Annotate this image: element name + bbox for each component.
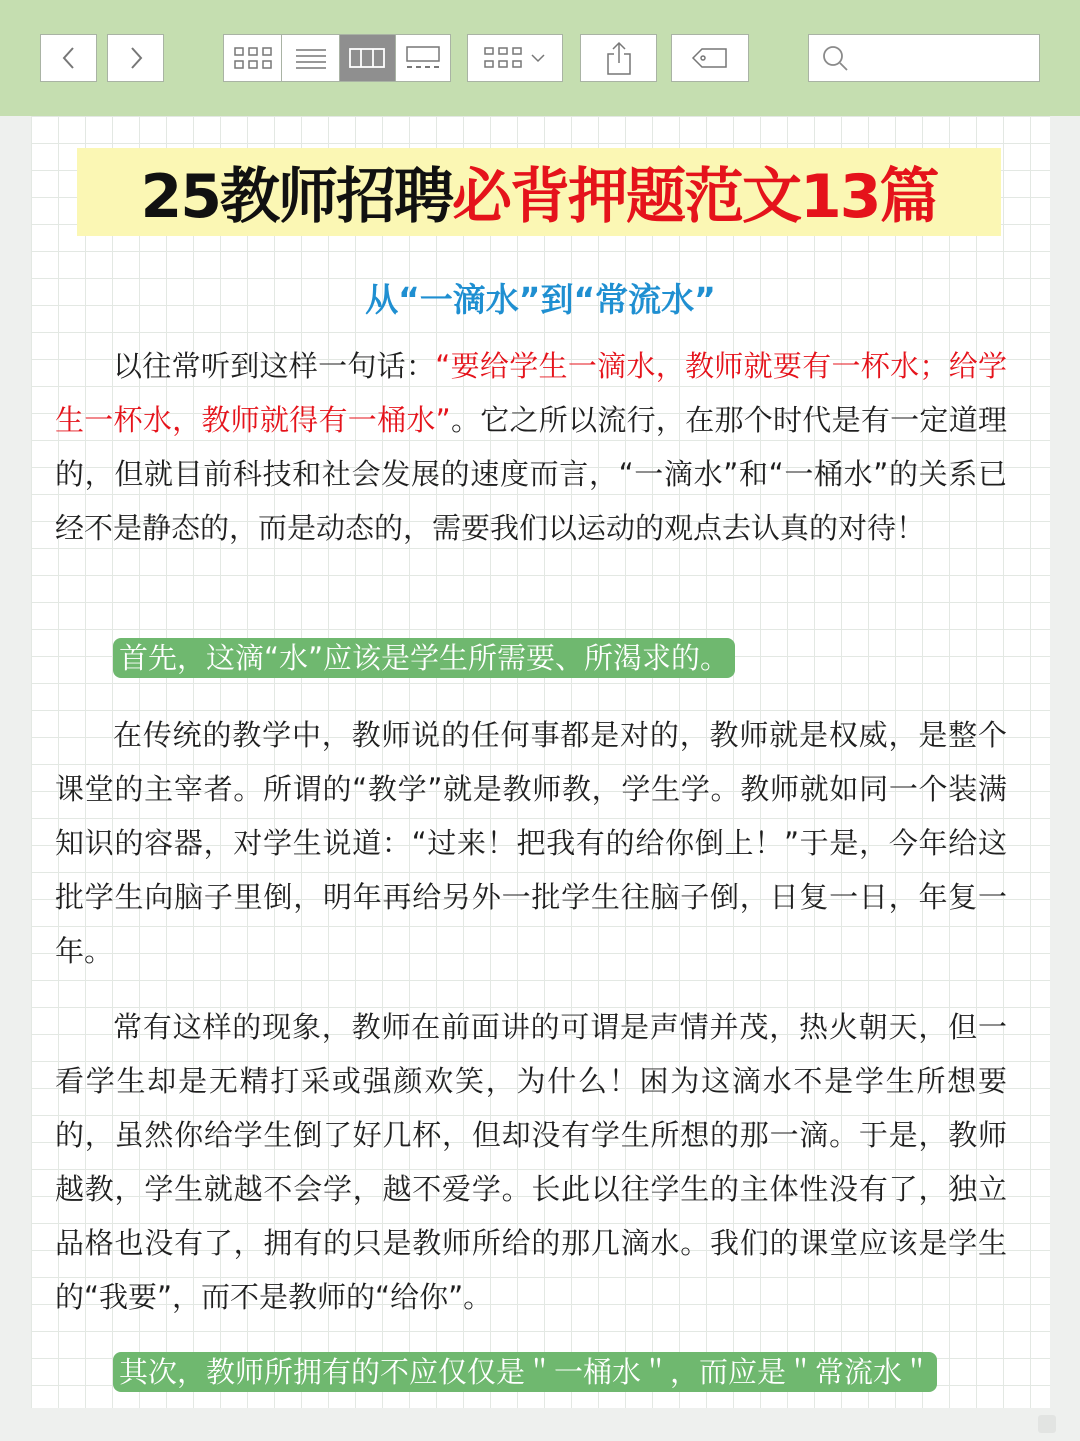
- title-black-part: 25教师招聘: [140, 162, 452, 232]
- grid-view-icon: [233, 45, 273, 71]
- article-subtitle: 从“一滴水”到“常流水”: [365, 280, 716, 319]
- chevron-down-icon: [529, 51, 547, 65]
- group-icon: [483, 45, 523, 71]
- view-list-button[interactable]: [282, 35, 340, 81]
- intro-rest: 。它之所以流行，在那个时代是有一定道理的，但就目前科技和社会发展的速度而言，“一滴水”和“一桶水”的关系已经不是静态的，而是动态的，需要我们以运动的观点去认真的对待！: [55, 403, 1007, 545]
- highlight-point-1: 首先，这滴“水”应该是学生所需要、所渴求的。: [113, 638, 735, 678]
- corner-mark: [1038, 1415, 1056, 1433]
- paragraph-intro: [55, 339, 1007, 555]
- view-icons-button[interactable]: [224, 35, 282, 81]
- search-icon: [821, 44, 849, 72]
- page-title: [77, 148, 1001, 236]
- list-view-icon: [294, 46, 328, 70]
- intro-quote: “要给学生一滴水，教师就要有一杯水；给学生一杯水，教师就得有一桶水”: [55, 349, 1007, 437]
- chevron-left-icon: [59, 44, 79, 72]
- view-gallery-button[interactable]: [396, 35, 451, 81]
- paragraph-traditional-teaching: 在传统的教学中，教师说的任何事都是对的，教师就是权威，是整个课堂的主宰者。所谓的“教学”就是教师教，学生学。教师就如同一个装满知识的容器，对学生说道：“过来！把我有的给你倒上！”于是，今年给这批学生向脑子里倒，明年再给另外一批学生往脑子倒，日复一日，年复一年。: [55, 718, 1007, 968]
- intro-lead: 以往常听到这样一句话：: [113, 349, 436, 383]
- gallery-view-icon: [404, 45, 442, 71]
- chevron-right-icon: [126, 44, 146, 72]
- search-field[interactable]: [808, 34, 1040, 82]
- tag-icon: [690, 45, 730, 71]
- title-red-part: 必背押题范文13篇: [452, 162, 938, 232]
- paragraph-phenomenon: 常有这样的现象，教师在前面讲的可谓是声情并茂，热火朝天，但一看学生却是无精打采或强颜欢笑，为什么！困为这滴水不是学生所想要的，虽然你给学生倒了好几杯，但却没有学生所想的那一滴。于是，教师越教，学生就越不会学，越不爱学。长此以往学生的主体性没有了，独立品格也没有了，拥有的只是教师所给的那几滴水。我们的课堂应该是学生的“我要”，而不是教师的“给你”。: [55, 1010, 1007, 1314]
- document-page: [31, 116, 1050, 1408]
- column-view-icon: [348, 46, 386, 70]
- share-icon: [604, 40, 634, 76]
- group-by-button[interactable]: [467, 34, 563, 82]
- forward-button[interactable]: [107, 34, 164, 82]
- search-input[interactable]: [859, 48, 1033, 69]
- back-button[interactable]: [40, 34, 97, 82]
- toolbar: [0, 0, 1080, 116]
- view-mode-selector: [223, 34, 451, 82]
- highlight-point-2: 其次，教师所拥有的不应仅仅是＂一桶水＂，而应是＂常流水＂: [113, 1352, 937, 1392]
- tag-button[interactable]: [671, 34, 749, 82]
- view-columns-button[interactable]: [340, 35, 396, 81]
- share-button[interactable]: [580, 34, 657, 82]
